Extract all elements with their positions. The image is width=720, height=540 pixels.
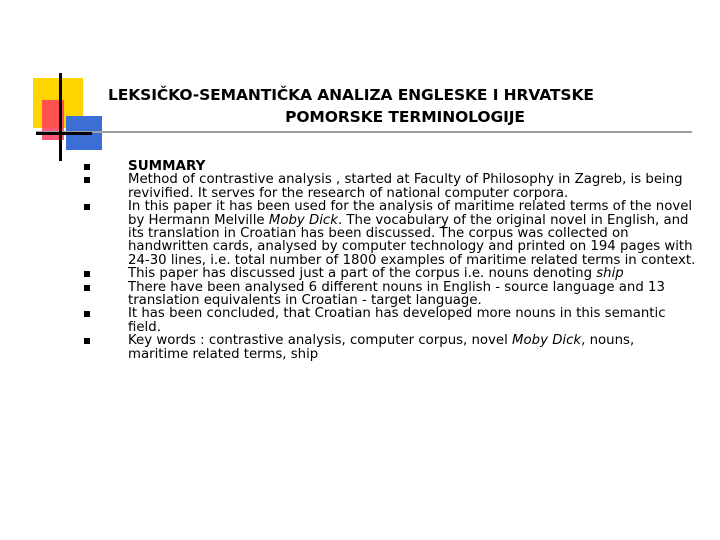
novel-title: Moby Dick — [268, 212, 338, 228]
list-item — [84, 307, 696, 334]
bullet-list — [84, 160, 696, 361]
list-item — [84, 173, 696, 200]
square-bullet-icon — [84, 177, 90, 183]
bullet-text: This paper has discussed just a part of the corpus i.e. nouns denoting — [128, 266, 597, 282]
summary-heading: SUMMARY — [128, 158, 206, 174]
term-ship: ship — [596, 266, 624, 282]
bullet-text: Method of contrastive analysis , started at Faculty of Philosophy in Zagreb, is being revivified. It serves for the research of national computer corpora. — [128, 172, 683, 201]
square-bullet-icon — [84, 164, 90, 170]
square-bullet-icon — [84, 204, 90, 210]
list-item — [84, 281, 696, 308]
square-bullet-icon — [84, 271, 90, 277]
list-item — [84, 334, 696, 361]
decor-vertical-line — [59, 73, 62, 161]
decor-horizontal-line-dark — [36, 132, 92, 135]
square-bullet-icon — [84, 338, 90, 344]
list-item — [84, 160, 696, 173]
bullet-text: It has been concluded, that Croatian has developed more nouns in this semantic field. — [128, 306, 666, 335]
novel-title: Moby Dick — [512, 333, 582, 349]
bullet-text: , nouns, maritime related terms, ship — [128, 333, 635, 362]
title-line-1: LEKSIČKO-SEMANTIČKA ANALIZA ENGLESKE I HRVATSKE — [108, 86, 594, 104]
list-item — [84, 267, 696, 280]
square-bullet-icon — [84, 311, 90, 317]
square-bullet-icon — [84, 285, 90, 291]
bullet-text: In this paper it has been used for the analysis of maritime related terms of the novel by Hermann Melville — [128, 199, 693, 228]
decor-horizontal-line — [36, 131, 692, 133]
title-line-2: POMORSKE TERMINOLOGIJE — [285, 108, 525, 126]
list-item — [84, 200, 696, 267]
bullet-text: Key words : contrastive analysis, computer corpus, novel — [128, 333, 513, 349]
bullet-text: . The vocabulary of the original novel in English, and its translation in Croatian has been discussed. The corpus was collected on handwritten cards, analysed by computer technology and printed on 194 pages with 24-30 lines, i.e. total number of 1800 examples of maritime related terms in context. — [128, 212, 696, 268]
slide-title — [100, 84, 710, 128]
bullet-text: There have been analysed 6 different nouns in English - source language and 13 translation equivalents in Croatian - target language. — [128, 279, 665, 309]
